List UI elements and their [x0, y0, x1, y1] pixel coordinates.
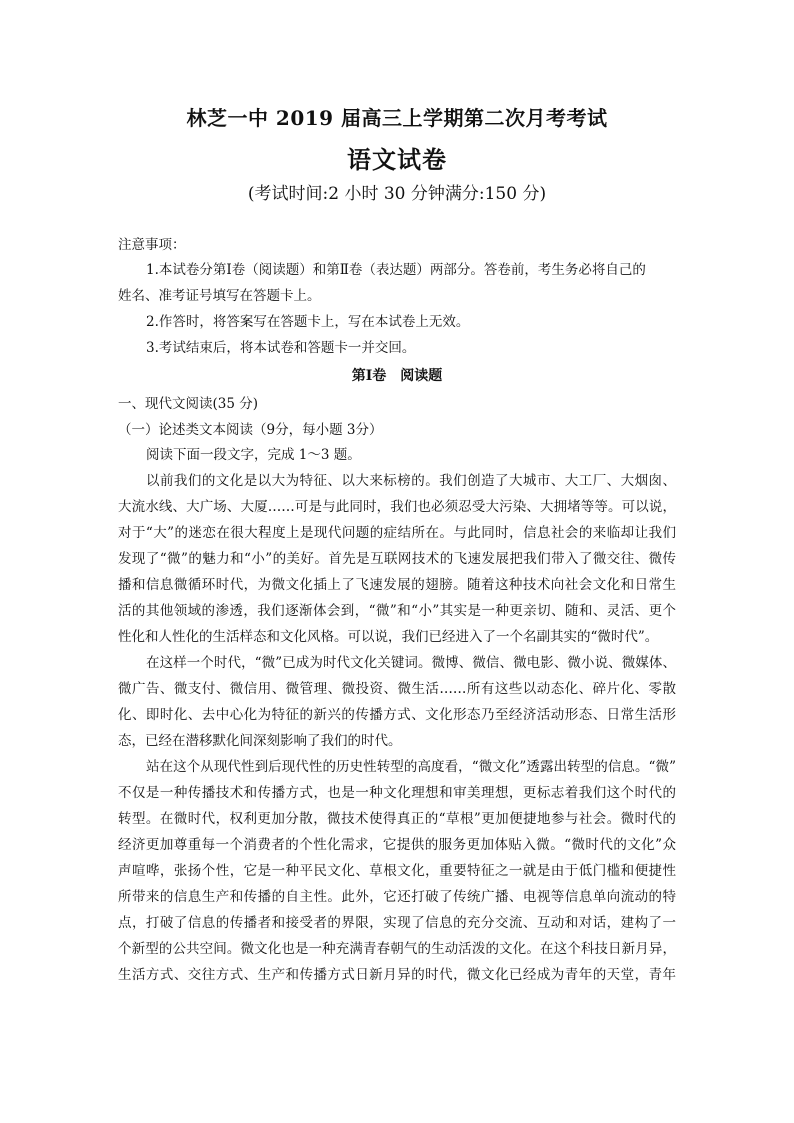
subsection-heading: （一）论述类文本阅读（9分，每小题 3分）: [118, 422, 383, 438]
notes-heading: 注意事项：: [118, 237, 186, 253]
passage-line: 经济更加尊重每一个消费者的个性化需求，它提供的服务更加体贴入微。“微时代的文化”众: [118, 837, 676, 853]
passage-line: 活的其他领域的渗透，我们逐渐体会到，“微”和“小”其实是一种更亲切、随和、灵活、更个: [118, 603, 676, 619]
passage-line: 播和信息微循环时代，为微文化插上了飞速发展的翅膀。随着这种技术向社会文化和日常生: [118, 577, 676, 593]
passage-line: 所带来的信息生产和传播的自主性。此外，它还打破了传统广播、电视等信息单向流动的特: [118, 889, 676, 905]
passage-line: 对于“大”的迷恋在很大程度上是现代问题的症结所在。与此同时，信息社会的来临却让我们: [118, 525, 676, 541]
notes-item: 1.本试卷分第Ⅰ卷（阅读题）和第Ⅱ卷（表达题）两部分。答卷前，考生务必将自己的: [146, 262, 646, 278]
passage-line: 性化和人性化的生活样态和文化风格。可以说，我们已经进入了一个名副其实的“微时代”。: [118, 629, 659, 645]
notes-item: 姓名、准考证号填写在答题卡上。: [118, 288, 321, 304]
passage-line: 态，已经在潜移默化间深刻影响了我们的时代。: [118, 733, 402, 749]
passage-line: 个新型的公共空间。微文化也是一种充满青春朝气的生动活泼的文化。在这个科技日新月异，: [118, 941, 676, 957]
passage-line: 以前我们的文化是以大为特征、以大来标榜的。我们创造了大城市、大工厂、大烟囱、: [146, 473, 676, 489]
notes-list: [118, 257, 676, 361]
exam-time-info: (考试时间:2 小时 30 分钟满分:150 分): [247, 184, 547, 204]
section-heading: 一、现代文阅读(35 分): [118, 396, 259, 412]
passage-line: 化、即时化、去中心化为特征的新兴的传播方式、文化形态乃至经济活动形态、日常生活形: [118, 707, 676, 723]
part-heading: 第Ⅰ卷 阅读题: [351, 368, 443, 384]
passage-line: 站在这个从现代性到后现代性的历史性转型的高度看，“微文化”透露出转型的信息。“微”: [146, 759, 676, 775]
passage-line: 不仅是一种传播技术和传播方式，也是一种文化理想和审美理想，更标志着我们这个时代的: [118, 785, 676, 801]
reading-instruction: 阅读下面一段文字，完成 1～3 题。: [146, 447, 361, 463]
passage-line: 转型。在微时代，权利更加分散，微技术使得真正的“草根”更加便捷地参与社会。微时代的: [118, 811, 676, 827]
notes-item: 2.作答时，将答案写在答题卡上，写在本试卷上无效。: [146, 314, 470, 330]
passage-line: 在这样一个时代，“微”已成为时代文化关键词。微博、微信、微电影、微小说、微媒体、: [146, 655, 676, 671]
passage-line: 大流水线、大广场、大厦……可是与此同时，我们也必须忍受大污染、大拥堵等等。可以说，: [118, 499, 676, 515]
passage-line: 生活方式、交往方式、生产和传播方式日新月异的时代，微文化已经成为青年的天堂，青年: [118, 967, 676, 983]
passage-line: 微广告、微支付、微信用、微管理、微投资、微生活……所有这些以动态化、碎片化、零散: [118, 681, 676, 697]
exam-title: 林芝一中 2019 届高三上学期第二次月考考试: [186, 106, 608, 130]
notes-item: 3.考试结束后，将本试卷和答题卡一并交回。: [146, 340, 416, 356]
exam-subtitle: 语文试卷: [347, 145, 447, 174]
passage-line: 发现了“微”的魅力和“小”的美好。首先是互联网技术的飞速发展把我们带入了微交往、微传: [118, 551, 676, 567]
passage-line: 声喧哗，张扬个性，它是一种平民文化、草根文化，重要特征之一就是由于低门槛和便捷性: [118, 863, 676, 879]
passage-line: 点，打破了信息的传播者和接受者的界限，实现了信息的充分交流、互动和对话，建构了一: [118, 915, 676, 931]
reading-passage: [118, 468, 676, 988]
